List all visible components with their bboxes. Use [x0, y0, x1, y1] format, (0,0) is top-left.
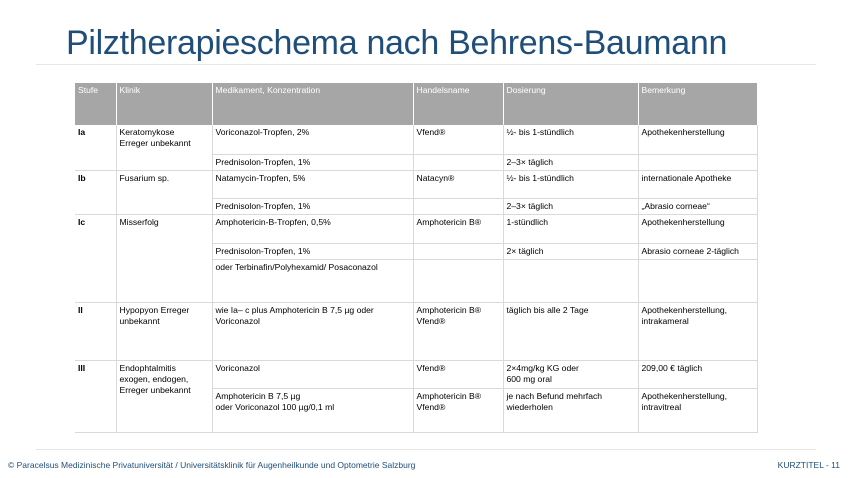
brand-cell: Amphotericin B® — [413, 214, 503, 243]
brand-cell — [413, 302, 503, 360]
table-header-row — [75, 83, 757, 125]
header-handelsname: Handelsname — [413, 83, 503, 125]
drug-cell: Prednisolon-Tropfen, 1% — [212, 154, 413, 170]
brand-cell — [413, 243, 503, 259]
brand-cell: Natacyn® — [413, 170, 503, 198]
stage-cell: III — [75, 360, 116, 432]
dosage-cell: ½- bis 1-stündlich — [503, 125, 638, 154]
slide-title: Pilztherapieschema nach Behrens-Baumann — [66, 24, 728, 62]
remark-cell — [638, 302, 757, 360]
clinic-line: Hypopyon Erreger — [119, 304, 190, 315]
stage-cell: Ib — [75, 170, 116, 214]
clinic-line: unbekannt — [119, 315, 160, 326]
brand-cell — [413, 154, 503, 170]
dosage-cell: 2–3× täglich — [503, 154, 638, 170]
stage-cell: Ic — [75, 214, 116, 302]
clinic-cell — [116, 302, 212, 360]
remark-cell: „Abrasio corneae“ — [638, 198, 757, 214]
drug-cell: Natamycin-Tropfen, 5% — [212, 170, 413, 198]
drug-cell: Amphotericin-B-Tropfen, 0,5% — [212, 214, 413, 243]
remark-cell: Apothekenherstellung — [638, 214, 757, 243]
remark-line: intrakameral — [641, 315, 689, 326]
brand-cell — [413, 259, 503, 302]
brand-line: Amphotericin B® — [416, 390, 482, 401]
brand-line: Vfend® — [416, 315, 446, 326]
drug-cell: Prednisolon-Tropfen, 1% — [212, 243, 413, 259]
dosage-line: wiederholen — [506, 401, 553, 412]
brand-line: Vfend® — [416, 401, 446, 412]
drug-line: oder Voriconazol 100 µg/0,1 ml — [215, 401, 335, 412]
table-row — [75, 170, 757, 198]
clinic-line: exogen, endogen, — [119, 373, 189, 384]
drug-cell — [212, 388, 413, 432]
header-medikament: Medikament, Konzentration — [212, 83, 413, 125]
dosage-cell: 2× täglich — [503, 243, 638, 259]
header-stufe: Stufe — [75, 83, 116, 125]
clinic-line: Keratomykose — [119, 127, 175, 137]
remark-line: Apothekenherstellung, — [641, 304, 728, 315]
dosage-line: 600 mg oral — [506, 373, 552, 384]
footer-copyright: © Paracelsus Medizinische Privatuniversität / Universitätsklinik für Augenheilkunde und Optometrie Salzburg — [8, 460, 416, 470]
stage-cell: Ia — [75, 125, 116, 170]
remark-cell: Apothekenherstellung — [638, 125, 757, 154]
remark-cell: internationale Apotheke — [638, 170, 757, 198]
dosage-cell — [503, 360, 638, 388]
clinic-cell: Fusarium sp. — [116, 170, 212, 214]
brand-cell: Vfend® — [413, 125, 503, 154]
remark-line: Apothekenherstellung, — [641, 390, 728, 401]
clinic-cell — [116, 125, 212, 170]
dosage-line: 2×4mg/kg KG oder — [506, 362, 579, 373]
drug-line: Amphotericin B 7,5 µg — [215, 390, 301, 401]
drug-cell — [212, 302, 413, 360]
drug-line: Voriconazol — [215, 315, 260, 326]
clinic-cell: Misserfolg — [116, 214, 212, 302]
remark-cell: Abrasio corneae 2-täglich — [638, 243, 757, 259]
drug-cell: Prednisolon-Tropfen, 1% — [212, 198, 413, 214]
table-row — [75, 302, 757, 360]
clinic-line: Erreger unbekannt — [119, 138, 191, 148]
dosage-line: je nach Befund mehrfach — [506, 390, 603, 401]
dosage-cell: 2–3× täglich — [503, 198, 638, 214]
title-divider — [36, 64, 816, 65]
footer-slide-number: KURZTITEL - 11 — [777, 460, 840, 470]
remark-cell — [638, 259, 757, 302]
footer-divider — [36, 449, 816, 450]
drug-line: wie Ia– c plus Amphotericin B 7,5 µg oder — [215, 304, 374, 315]
dosage-cell: täglich bis alle 2 Tage — [503, 302, 638, 360]
drug-cell: oder Terbinafin/Polyhexamid/ Posaconazol — [212, 259, 413, 302]
drug-cell: Voriconazol-Tropfen, 2% — [212, 125, 413, 154]
remark-cell — [638, 388, 757, 432]
table-row — [75, 125, 757, 154]
remark-line: intravitreal — [641, 401, 682, 412]
table-row — [75, 360, 757, 388]
clinic-line: Endophtalmitis — [119, 362, 176, 373]
brand-line: Amphotericin B® — [416, 304, 482, 315]
dosage-cell: 1-stündlich — [503, 214, 638, 243]
header-klinik: Klinik — [116, 83, 212, 125]
dosage-cell: ½- bis 1-stündlich — [503, 170, 638, 198]
brand-cell — [413, 198, 503, 214]
remark-cell — [638, 154, 757, 170]
therapy-table — [75, 83, 758, 433]
clinic-cell — [116, 360, 212, 432]
table-row — [75, 214, 757, 243]
drug-cell: Voriconazol — [212, 360, 413, 388]
header-bemerkung: Bemerkung — [638, 83, 757, 125]
brand-cell — [413, 388, 503, 432]
dosage-cell — [503, 259, 638, 302]
dosage-cell — [503, 388, 638, 432]
brand-cell: Vfend® — [413, 360, 503, 388]
remark-cell: 209,00 € täglich — [638, 360, 757, 388]
header-dosierung: Dosierung — [503, 83, 638, 125]
clinic-line: Erreger unbekannt — [119, 384, 191, 395]
stage-cell: II — [75, 302, 116, 360]
